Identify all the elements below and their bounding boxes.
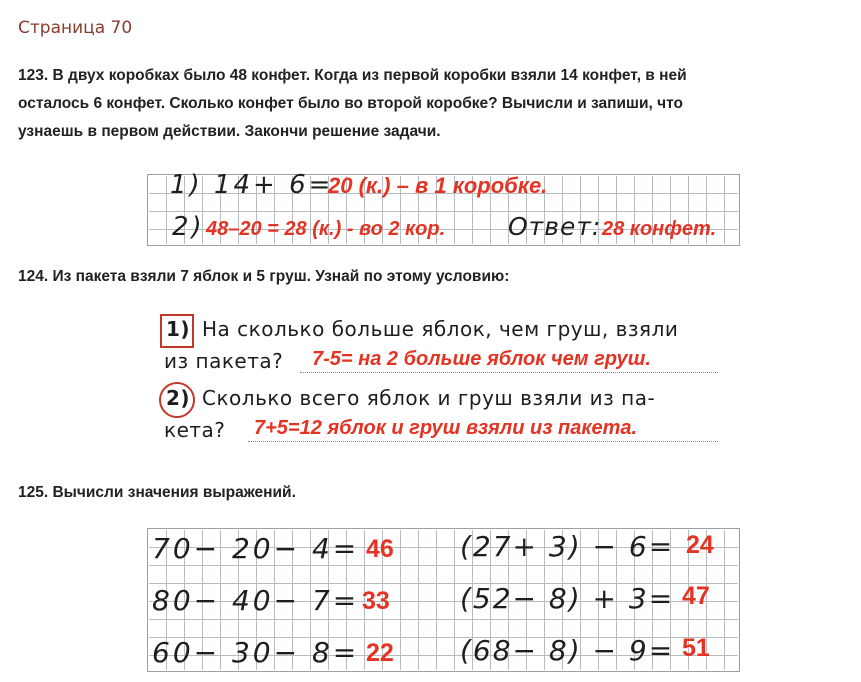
question-2-line2: кета? [164,418,226,442]
question-1-number [166,317,190,341]
question-2-number [166,386,190,410]
expression: (68− 8) − 9= [460,634,675,667]
expression: (52− 8) + 3= [460,582,675,615]
task-125-text: 125. Вычисли значения выражений. [18,484,296,501]
expression-answer: 24 [686,531,714,559]
expression-answer: 22 [366,639,394,667]
expression-answer: 46 [366,535,394,563]
expression: 80− 40− 7= [152,584,360,617]
question-1-number-text: 1) [166,317,191,341]
task-123-line: узнаешь в первом действии. Закончи решение задачи. [18,123,441,140]
question-2-line1: Сколько всего яблок и груш взяли из па- [202,386,656,410]
question-1-line2: из пакета? [164,349,284,373]
task-123-step1-answer: 20 (к.) – в 1 коробке. [328,173,548,198]
task-123-line: осталось 6 конфет. Сколько конфет было во второй коробке? Вычисли и запиши, что [18,95,683,112]
question-1-answer: 7-5= на 2 больше яблок чем груш. [312,348,651,370]
task-123-step1-handwriting: 1) 14+ 6= [170,170,334,200]
task-124-text: 124. Из пакета взяли 7 яблок и 5 груш. Узнай по этому условию: [18,268,510,285]
expression: 70− 20− 4= [152,532,360,565]
task-123-answer-value: 28 конфет. [602,218,717,240]
answer-line [300,372,718,373]
question-2-number-text: 2) [166,386,191,410]
answer-line [248,441,718,442]
task-123-line: 123. В двух коробках было 48 конфет. Когда из первой коробки взяли 14 конфет, в ней [18,67,687,84]
expression: 60− 30− 8= [152,636,360,669]
task-123-answer-word: Ответ: [508,212,602,241]
expression: (27+ 3) − 6= [460,530,675,563]
expression-answer: 47 [682,582,710,610]
expression-answer: 51 [682,634,710,662]
question-1-line1: На сколько больше яблок, чем груш, взяли [202,317,679,341]
question-2-answer: 7+5=12 яблок и груш взяли из пакета. [254,417,638,439]
task-123-step2-answer: 48–20 = 28 (к.) - во 2 кор. [206,218,446,240]
task-123-text [18,62,818,146]
page-label: Страница 70 [18,18,133,38]
expression-answer: 33 [362,587,390,615]
task-123-step2-handwriting: 2) [172,212,205,242]
